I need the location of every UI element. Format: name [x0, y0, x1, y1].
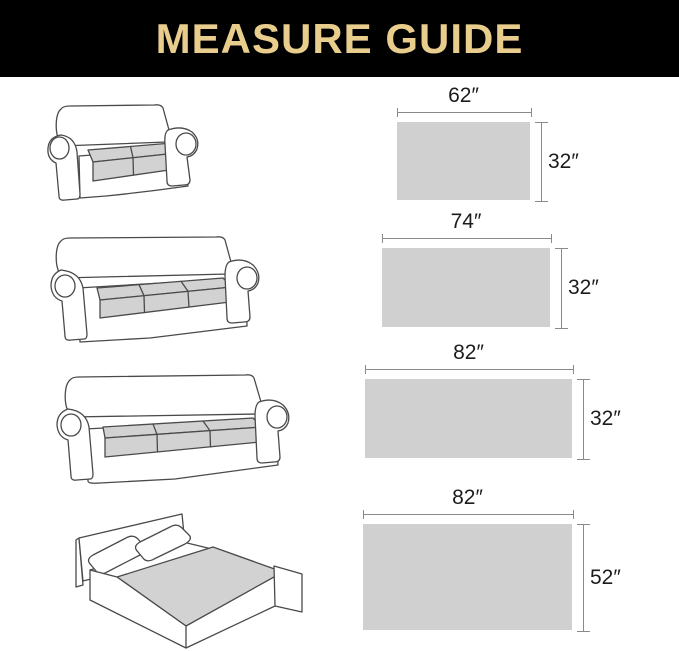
cover-rectangle-2 — [382, 248, 550, 327]
width-label-4: 82″ — [452, 486, 483, 509]
large-sofa-illustration — [55, 373, 295, 485]
header-banner — [0, 0, 679, 77]
cover-rectangle-3 — [365, 379, 572, 458]
loveseat-left-arm — [48, 135, 80, 200]
height-label-1: 32″ — [548, 149, 579, 173]
page-title: MEASURE GUIDE — [155, 14, 524, 62]
height-dimension-line-1 — [535, 122, 548, 202]
sofa-drawing — [50, 236, 262, 346]
loveseat-back — [56, 105, 169, 146]
height-label-3: 32″ — [590, 407, 621, 430]
bed-footboard — [274, 566, 302, 612]
large-sofa-back — [65, 375, 261, 417]
height-dimension-line-2 — [555, 248, 568, 329]
height-label-2: 32″ — [568, 276, 599, 299]
width-dimension-line-4 — [363, 510, 574, 519]
cover-rectangle-1 — [397, 122, 530, 200]
height-label-4: 52″ — [590, 565, 621, 589]
loveseat-illustration — [46, 104, 210, 204]
width-dimension-line-1 — [397, 108, 532, 117]
sofa-back — [56, 237, 231, 278]
loveseat-drawing — [46, 104, 210, 204]
width-dimension-line-2 — [382, 234, 552, 243]
bed-drawing — [70, 508, 305, 651]
width-label-1: 62″ — [448, 84, 479, 107]
large-sofa-drawing — [55, 373, 295, 485]
cover-rectangle-4 — [363, 524, 572, 630]
width-label-2: 74″ — [450, 210, 482, 233]
bed-illustration — [70, 508, 305, 651]
height-dimension-line-4 — [577, 524, 590, 632]
width-dimension-line-3 — [365, 365, 574, 374]
sofa-illustration — [50, 236, 262, 346]
height-dimension-line-3 — [577, 379, 590, 460]
width-label-3: 82″ — [453, 341, 484, 364]
